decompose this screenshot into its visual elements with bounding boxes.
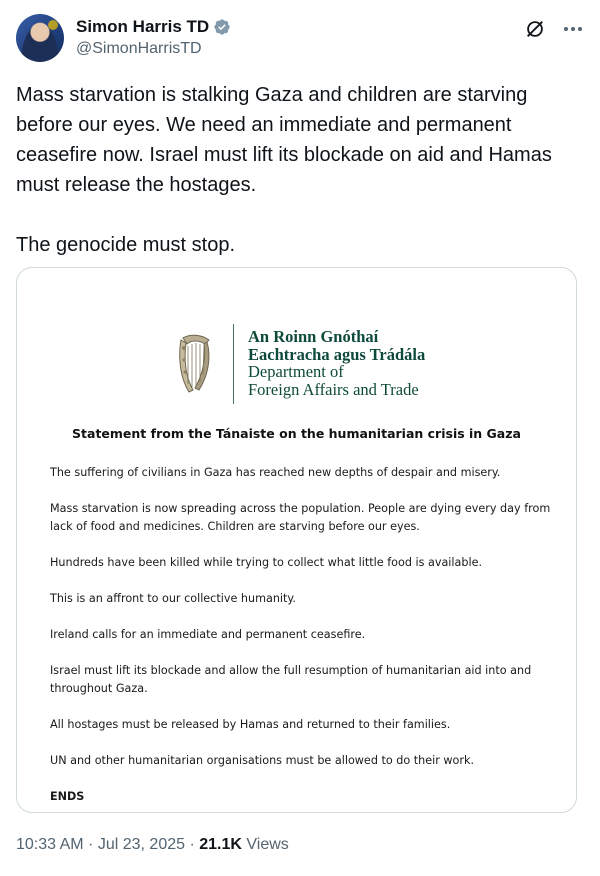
tweet-time[interactable]: 10:33 AM — [16, 836, 84, 853]
meta-separator: · — [83, 836, 98, 853]
author-display-name[interactable]: Simon Harris TD — [76, 17, 210, 36]
statement-paragraph: Israel must lift its blockade and allow the full resumption of humanitarian aid into and throughout Gaza. — [50, 664, 532, 695]
logo-line-4: Foreign Affairs and Trade — [248, 379, 419, 399]
statement-paragraph: This is an affront to our collective humanity. — [50, 592, 296, 605]
tweet-paragraph-1: Mass starvation is stalking Gaza and children are starving before our eyes. We need an immediate and permanent ceasefire now. Israel must lift its blockade on aid and Hamas must release the hostages. — [16, 84, 552, 196]
attached-image[interactable] — [16, 267, 577, 813]
statement-paragraph: Mass starvation is now spreading across the population. People are dying every day from lack of food and medicines. Children are starving before our eyes. — [50, 502, 551, 533]
more-icon[interactable] — [562, 18, 584, 40]
tweet-date[interactable]: Jul 23, 2025 — [97, 836, 186, 853]
views-count: 21.1K — [199, 836, 242, 853]
logo-line-1: An Roinn Gnóthaí — [248, 327, 379, 346]
logo-divider — [233, 324, 234, 404]
author-handle[interactable]: @SimonHarrisTD — [76, 40, 202, 57]
logo-line-3: Department of — [248, 362, 344, 381]
grok-icon[interactable] — [524, 18, 546, 40]
statement-body — [50, 464, 560, 806]
logo-line-2: Eachtracha agus Trádála — [248, 344, 426, 364]
tweet-header — [16, 14, 584, 66]
verified-badge-icon[interactable] — [213, 18, 231, 36]
harp-icon — [175, 332, 217, 396]
statement-paragraph: Ireland calls for an immediate and permanent ceasefire. — [50, 628, 366, 641]
avatar[interactable] — [16, 14, 64, 62]
author-name-row — [76, 16, 231, 38]
meta-separator: · — [185, 836, 200, 853]
statement-paragraph: All hostages must be released by Hamas and returned to their families. — [50, 718, 451, 731]
statement-title: Statement from the Tánaiste on the humanitarian crisis in Gaza — [72, 426, 521, 441]
statement-paragraph: UN and other humanitarian organisations must be allowed to do their work. — [50, 754, 475, 767]
dfa-logo — [175, 324, 435, 406]
tweet-text — [16, 80, 584, 260]
tweet-meta — [16, 836, 289, 854]
statement-paragraph: The suffering of civilians in Gaza has reached new depths of despair and misery. — [50, 466, 501, 479]
tweet-paragraph-2: The genocide must stop. — [16, 234, 236, 256]
statement-paragraph: Hundreds have been killed while trying to collect what little food is available. — [50, 556, 483, 569]
views-label: Views — [241, 836, 289, 853]
statement-ends: ENDS — [50, 790, 85, 803]
logo-text — [248, 328, 425, 398]
